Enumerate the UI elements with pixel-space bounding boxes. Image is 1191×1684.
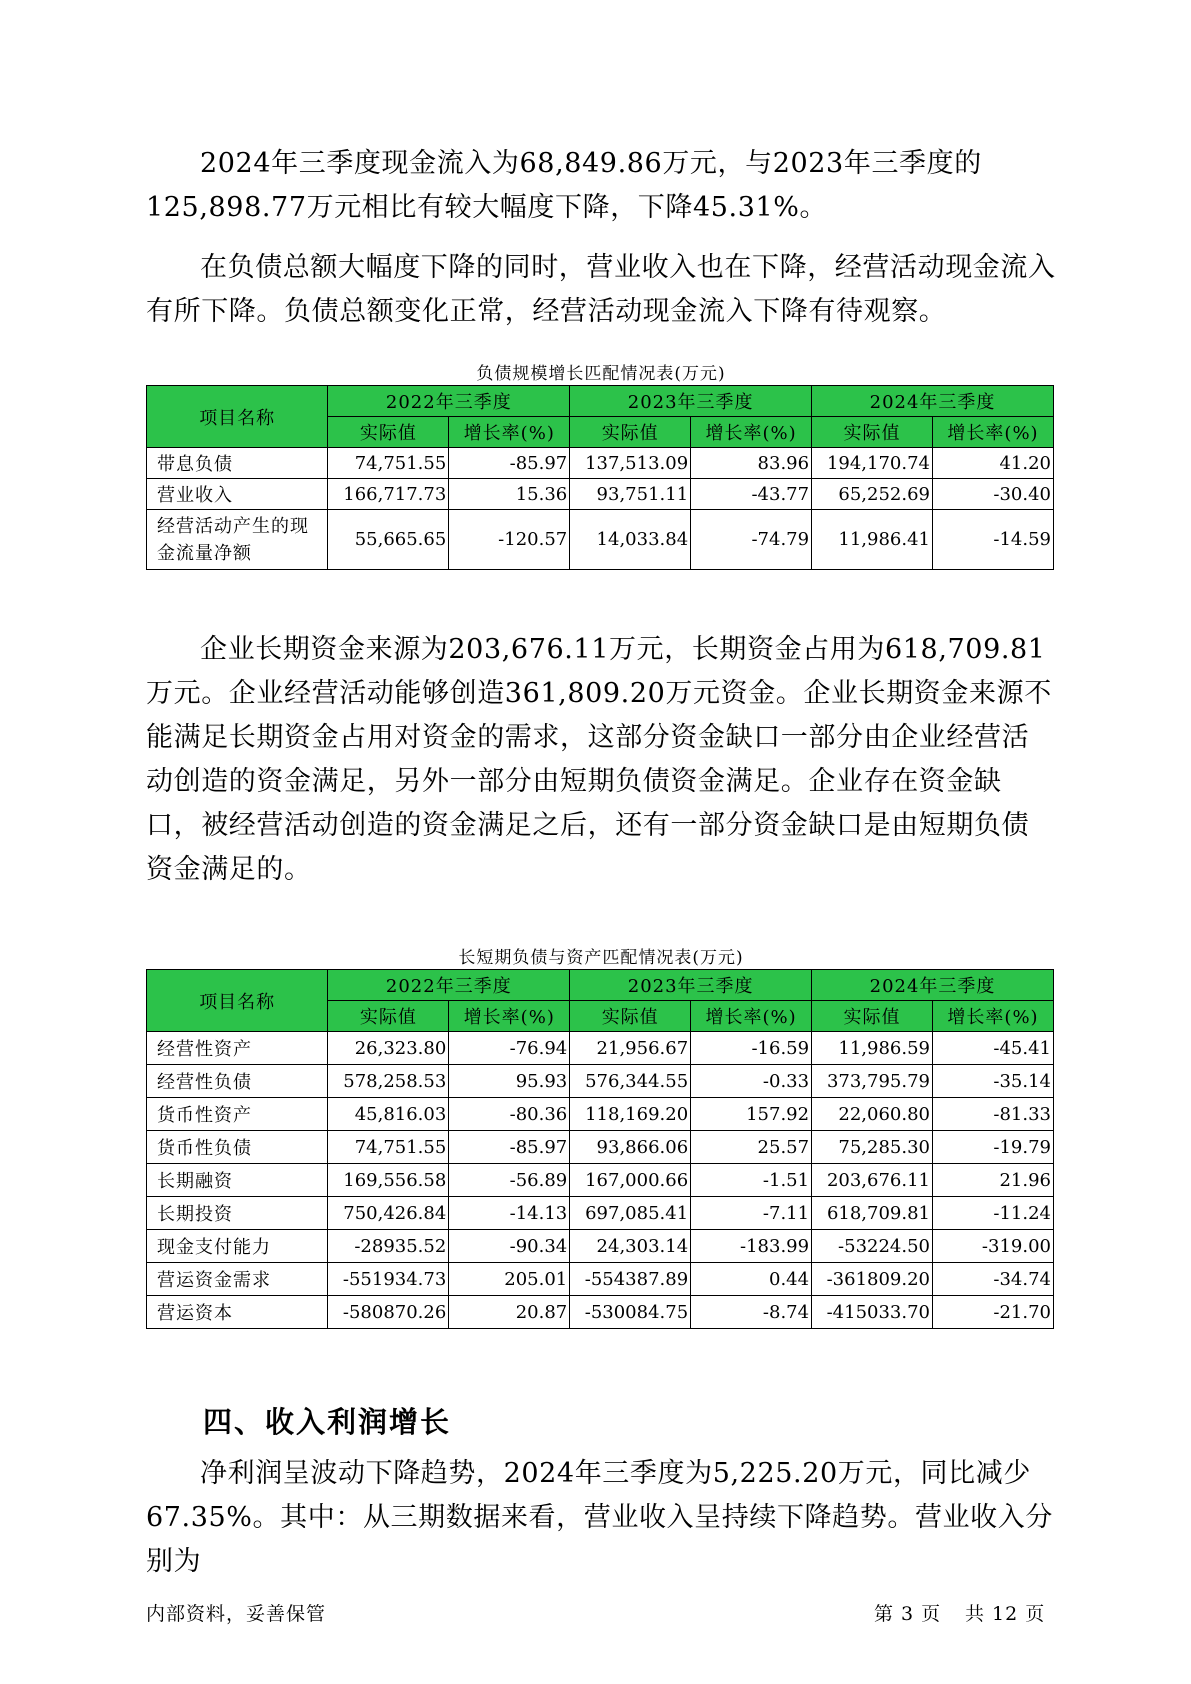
footer-confidential: 内部资料，妥善保管 <box>146 1603 327 1625</box>
cell-value: 194,170.74 <box>812 448 933 479</box>
cell-value: 75,285.30 <box>812 1131 933 1164</box>
debt-asset-match-table <box>146 969 1054 1329</box>
header-growth: 增长率(%) <box>933 417 1054 448</box>
table-row <box>147 1164 1054 1197</box>
table-row <box>147 1263 1054 1296</box>
table-row <box>147 479 1054 510</box>
paragraph-debt-revenue: 在负债总额大幅度下降的同时，营业收入也在下降，经营活动现金流入有所下降。负债总额变化正常，经营活动现金流入下降有待观察。 <box>146 252 1056 327</box>
header-actual: 实际值 <box>570 1001 691 1032</box>
cell-value: -14.59 <box>933 510 1054 570</box>
footer-total-pages: 共 12 页 <box>965 1603 1046 1625</box>
cell-value: -53224.50 <box>812 1230 933 1263</box>
cell-value: -35.14 <box>933 1065 1054 1098</box>
cell-value: -361809.20 <box>812 1263 933 1296</box>
cell-value: 157.92 <box>691 1098 812 1131</box>
cell-value: 95.93 <box>449 1065 570 1098</box>
cell-value: 618,709.81 <box>812 1197 933 1230</box>
table-row <box>147 1296 1054 1329</box>
cell-value: -85.97 <box>449 448 570 479</box>
header-actual: 实际值 <box>812 1001 933 1032</box>
header-actual: 实际值 <box>570 417 691 448</box>
cell-value: 25.57 <box>691 1131 812 1164</box>
header-period-2023: 2023年三季度 <box>570 970 812 1001</box>
paragraph-cash-inflow: 2024年三季度现金流入为68,849.86万元，与2023年三季度的125,898.77万元相比有较大幅度下降，下降45.31%。 <box>146 148 982 223</box>
cell-value: -554387.89 <box>570 1263 691 1296</box>
cell-value: 166,717.73 <box>328 479 449 510</box>
cell-value: 14,033.84 <box>570 510 691 570</box>
cell-value: -80.36 <box>449 1098 570 1131</box>
cell-value: -7.11 <box>691 1197 812 1230</box>
header-growth: 增长率(%) <box>691 417 812 448</box>
cell-value: -415033.70 <box>812 1296 933 1329</box>
cell-value: 21.96 <box>933 1164 1054 1197</box>
row-name: 货币性资产 <box>147 1098 328 1131</box>
cell-value: 137,513.09 <box>570 448 691 479</box>
cell-value: -34.74 <box>933 1263 1054 1296</box>
row-name: 货币性负债 <box>147 1131 328 1164</box>
row-name: 经营性负债 <box>147 1065 328 1098</box>
cell-value: 750,426.84 <box>328 1197 449 1230</box>
table2-caption: 长短期负债与资产匹配情况表(万元) <box>458 948 744 968</box>
cell-value: -81.33 <box>933 1098 1054 1131</box>
cell-value: -74.79 <box>691 510 812 570</box>
cell-value: -183.99 <box>691 1230 812 1263</box>
cell-value: 205.01 <box>449 1263 570 1296</box>
cell-value: 0.44 <box>691 1263 812 1296</box>
cell-value: -120.57 <box>449 510 570 570</box>
table-row <box>147 448 1054 479</box>
header-growth: 增长率(%) <box>449 1001 570 1032</box>
table-row <box>147 1230 1054 1263</box>
cell-value: -319.00 <box>933 1230 1054 1263</box>
table-row <box>147 1131 1054 1164</box>
row-name: 营运资本 <box>147 1296 328 1329</box>
header-period-2022: 2022年三季度 <box>328 970 570 1001</box>
cell-value: -21.70 <box>933 1296 1054 1329</box>
cell-value: 26,323.80 <box>328 1032 449 1065</box>
header-actual: 实际值 <box>328 417 449 448</box>
header-period-2023: 2023年三季度 <box>570 386 812 417</box>
cell-value: 373,795.79 <box>812 1065 933 1098</box>
cell-value: -56.89 <box>449 1164 570 1197</box>
header-growth: 增长率(%) <box>933 1001 1054 1032</box>
row-name: 长期融资 <box>147 1164 328 1197</box>
header-actual: 实际值 <box>328 1001 449 1032</box>
cell-value: 167,000.66 <box>570 1164 691 1197</box>
cell-value: 576,344.55 <box>570 1065 691 1098</box>
cell-value: 45,816.03 <box>328 1098 449 1131</box>
row-name: 经营活动产生的现金流量净额 <box>147 510 328 570</box>
cell-value: 83.96 <box>691 448 812 479</box>
cell-value: -16.59 <box>691 1032 812 1065</box>
cell-value: 65,252.69 <box>812 479 933 510</box>
cell-value: 11,986.59 <box>812 1032 933 1065</box>
cell-value: -43.77 <box>691 479 812 510</box>
cell-value: -90.34 <box>449 1230 570 1263</box>
cell-value: -76.94 <box>449 1032 570 1065</box>
header-growth: 增长率(%) <box>691 1001 812 1032</box>
cell-value: 41.20 <box>933 448 1054 479</box>
row-name: 带息负债 <box>147 448 328 479</box>
cell-value: -19.79 <box>933 1131 1054 1164</box>
row-name: 营运资金需求 <box>147 1263 328 1296</box>
cell-value: -11.24 <box>933 1197 1054 1230</box>
cell-value: 93,866.06 <box>570 1131 691 1164</box>
cell-value: 24,303.14 <box>570 1230 691 1263</box>
header-period-2024: 2024年三季度 <box>812 970 1054 1001</box>
header-period-2022: 2022年三季度 <box>328 386 570 417</box>
section-heading: 四、收入利润增长 <box>203 1405 452 1439</box>
cell-value: 697,085.41 <box>570 1197 691 1230</box>
header-item-name: 项目名称 <box>147 386 328 448</box>
cell-value: 22,060.80 <box>812 1098 933 1131</box>
cell-value: -580870.26 <box>328 1296 449 1329</box>
table-row <box>147 1065 1054 1098</box>
cell-value: 93,751.11 <box>570 479 691 510</box>
table-row <box>147 1032 1054 1065</box>
paragraph-net-profit: 净利润呈波动下降趋势，2024年三季度为5,225.20万元，同比减少67.35%。其中：从三期数据来看，营业收入呈持续下降趋势。营业收入分别为 <box>146 1458 1053 1577</box>
cell-value: -1.51 <box>691 1164 812 1197</box>
cell-value: -0.33 <box>691 1065 812 1098</box>
cell-value: 11,986.41 <box>812 510 933 570</box>
row-name: 营业收入 <box>147 479 328 510</box>
cell-value: 21,956.67 <box>570 1032 691 1065</box>
cell-value: -28935.52 <box>328 1230 449 1263</box>
cell-value: 15.36 <box>449 479 570 510</box>
cell-value: 20.87 <box>449 1296 570 1329</box>
cell-value: 203,676.11 <box>812 1164 933 1197</box>
table-row <box>147 510 1054 570</box>
header-growth: 增长率(%) <box>449 417 570 448</box>
cell-value: -551934.73 <box>328 1263 449 1296</box>
paragraph-long-term-funds: 企业长期资金来源为203,676.11万元，长期资金占用为618,709.81万元。企业经营活动能够创造361,809.20万元资金。企业长期资金来源不能满足长期资金占用对资金的需求，这部分资金缺口一部分由企业经营活动创造的资金满足，另外一部分由短期负债资金满足。企业存在资金缺口，被经营活动创造的资金满足之后，还有一部分资金缺口是由短期负债资金满足的。 <box>146 634 1052 885</box>
footer-page-number: 第 3 页 <box>874 1603 942 1625</box>
cell-value: -8.74 <box>691 1296 812 1329</box>
header-actual: 实际值 <box>812 417 933 448</box>
cell-value: -30.40 <box>933 479 1054 510</box>
cell-value: -85.97 <box>449 1131 570 1164</box>
debt-growth-table <box>146 385 1054 570</box>
row-name: 长期投资 <box>147 1197 328 1230</box>
table-row <box>147 1197 1054 1230</box>
header-item-name: 项目名称 <box>147 970 328 1032</box>
cell-value: 55,665.65 <box>328 510 449 570</box>
cell-value: -14.13 <box>449 1197 570 1230</box>
row-name: 现金支付能力 <box>147 1230 328 1263</box>
cell-value: 578,258.53 <box>328 1065 449 1098</box>
cell-value: 118,169.20 <box>570 1098 691 1131</box>
cell-value: 74,751.55 <box>328 448 449 479</box>
table1-caption: 负债规模增长匹配情况表(万元) <box>476 364 726 384</box>
cell-value: 169,556.58 <box>328 1164 449 1197</box>
header-period-2024: 2024年三季度 <box>812 386 1054 417</box>
row-name: 经营性资产 <box>147 1032 328 1065</box>
cell-value: -45.41 <box>933 1032 1054 1065</box>
cell-value: 74,751.55 <box>328 1131 449 1164</box>
cell-value: -530084.75 <box>570 1296 691 1329</box>
table-row <box>147 1098 1054 1131</box>
